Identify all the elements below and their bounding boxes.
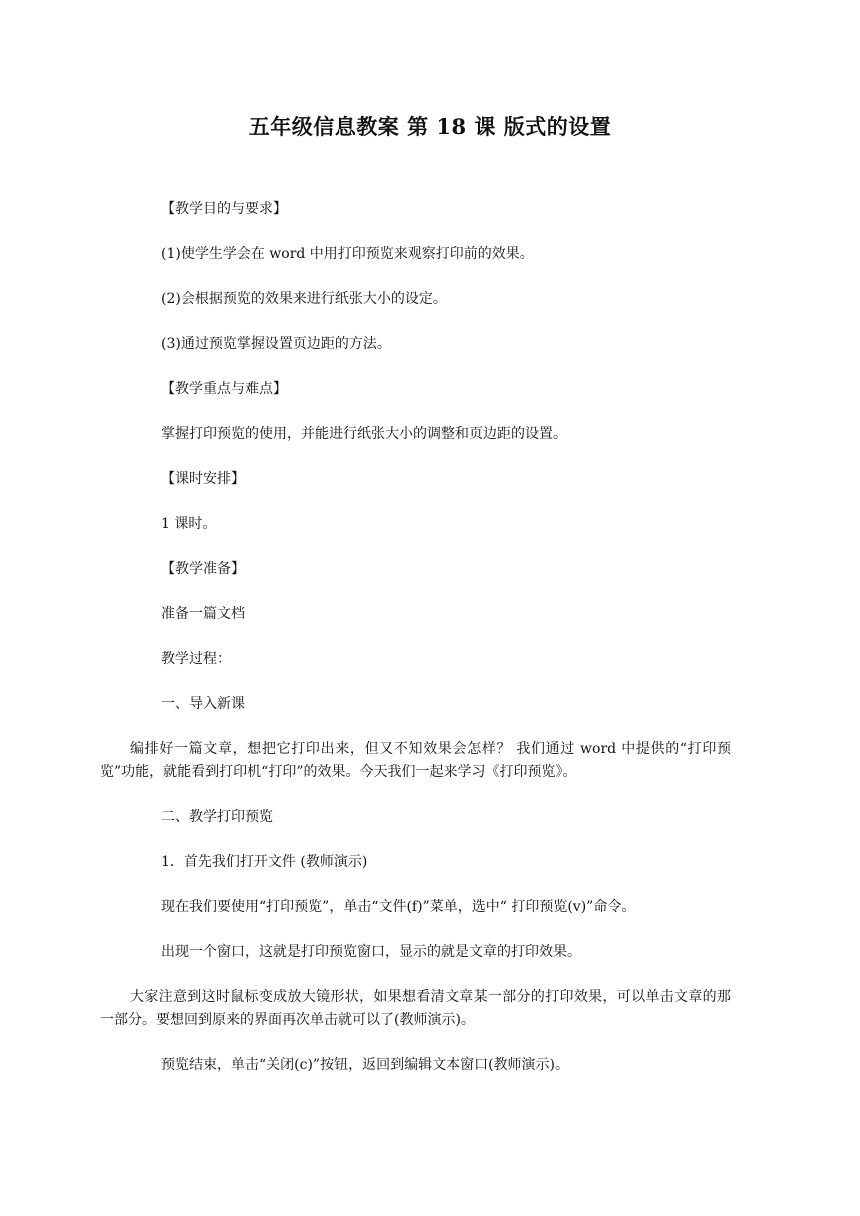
- objective-item: (1)使学生学会在 word 中用打印预览来观察打印前的效果。: [161, 246, 534, 262]
- paragraph: 1．首先我们打开文件 (教师演示): [161, 854, 368, 870]
- paragraph: 掌握打印预览的使用，并能进行纸张大小的调整和页边距的设置。: [161, 426, 567, 442]
- document-title: 五年级信息教案 第 18 课 版式的设置: [248, 114, 612, 139]
- objective-item: (2)会根据预览的效果来进行纸张大小的设定。: [161, 291, 447, 307]
- document-body: [100, 198, 731, 1077]
- paragraph: 一、导入新课: [161, 696, 245, 712]
- section-heading-preparation: 【教学准备】: [161, 561, 245, 577]
- paragraph: 预览结束，单击“关闭(c)”按钮，返回到编辑文本窗口(教师演示)。: [161, 1057, 570, 1073]
- paragraph: 1 课时。: [161, 516, 217, 532]
- objective-item: (3)通过预览掌握设置页边距的方法。: [161, 336, 391, 352]
- paragraph: 准备一篇文档: [161, 606, 245, 622]
- section-heading-key-points: 【教学重点与难点】: [161, 381, 287, 397]
- section-heading-objectives: 【教学目的与要求】: [161, 201, 287, 217]
- paragraph: 编排好一篇文章，想把它打印出来，但又不知效果会怎样？ 我们通过 word 中提供的“打印预览”功能，就能看到打印机“打印”的效果。今天我们一起来学习《打印预览》。: [100, 741, 731, 780]
- paragraph: 大家注意到这时鼠标变成放大镜形状，如果想看清文章某一部分的打印效果，可以单击文章的那一部分。要想回到原来的界面再次单击就可以了(教师演示)。: [100, 989, 731, 1028]
- paragraph: 二、教学打印预览: [161, 809, 273, 825]
- paragraph: 教学过程：: [161, 651, 231, 667]
- paragraph: 出现一个窗口，这就是打印预览窗口，显示的就是文章的打印效果。: [161, 944, 581, 960]
- section-heading-schedule: 【课时安排】: [161, 471, 245, 487]
- paragraph: 现在我们要使用“打印预览”，单击“文件(f)”菜单，选中“ 打印预览(v)”命令。: [161, 899, 636, 915]
